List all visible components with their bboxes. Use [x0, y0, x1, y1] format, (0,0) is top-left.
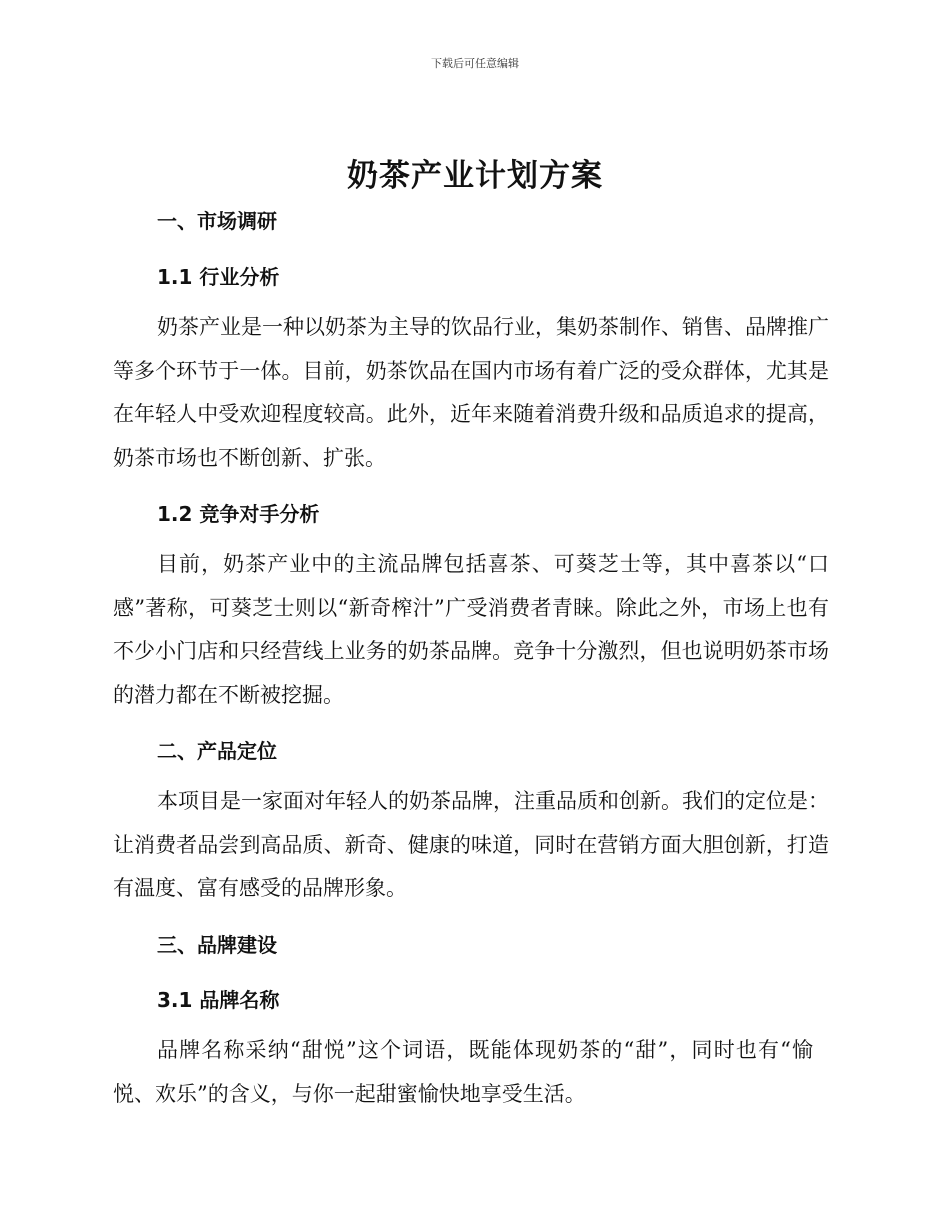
section-3-heading: 三、品牌建设 [157, 933, 277, 957]
section-1-2-heading: 1.2 竞争对手分析 [157, 502, 320, 526]
section-3-1-heading: 3.1 品牌名称 [157, 988, 280, 1012]
page-header-note: 下载后可任意编辑 [431, 57, 519, 70]
section-1-1-paragraph: 奶茶产业是一种以奶茶为主导的饮品行业，集奶茶制作、销售、品牌推广等多个环节于一体。目前，奶茶饮品在国内市场有着广泛的受众群体，尤其是在年轻人中受欢迎程度较高。此外，近年来随着消费升级和品质追求的提高，奶茶市场也不断创新、扩张。 [113, 315, 829, 470]
document-title: 奶茶产业计划方案 [347, 158, 603, 194]
section-1-heading: 一、市场调研 [157, 209, 277, 233]
section-1-2-paragraph: 目前，奶茶产业中的主流品牌包括喜茶、可葵芝士等，其中喜茶以“口感”著称，可葵芝士则以“新奇榨汁”广受消费者青睐。除此之外，市场上也有不少小门店和只经营线上业务的奶茶品牌。竞争十分激烈，但也说明奶茶市场的潜力都在不断被挖掘。 [113, 552, 829, 707]
section-2-paragraph: 本项目是一家面对年轻人的奶茶品牌，注重品质和创新。我们的定位是：让消费者品尝到高品质、新奇、健康的味道，同时在营销方面大胆创新，打造有温度、富有感受的品牌形象。 [113, 789, 829, 900]
section-3-1-paragraph: 品牌名称采纳“甜悦”这个词语，既能体现奶茶的“甜”，同时也有“愉悦、欢乐”的含义，与你一起甜蜜愉快地享受生活。 [113, 1038, 813, 1106]
section-2-heading: 二、产品定位 [157, 739, 277, 763]
section-1-1-heading: 1.1 行业分析 [157, 265, 280, 289]
